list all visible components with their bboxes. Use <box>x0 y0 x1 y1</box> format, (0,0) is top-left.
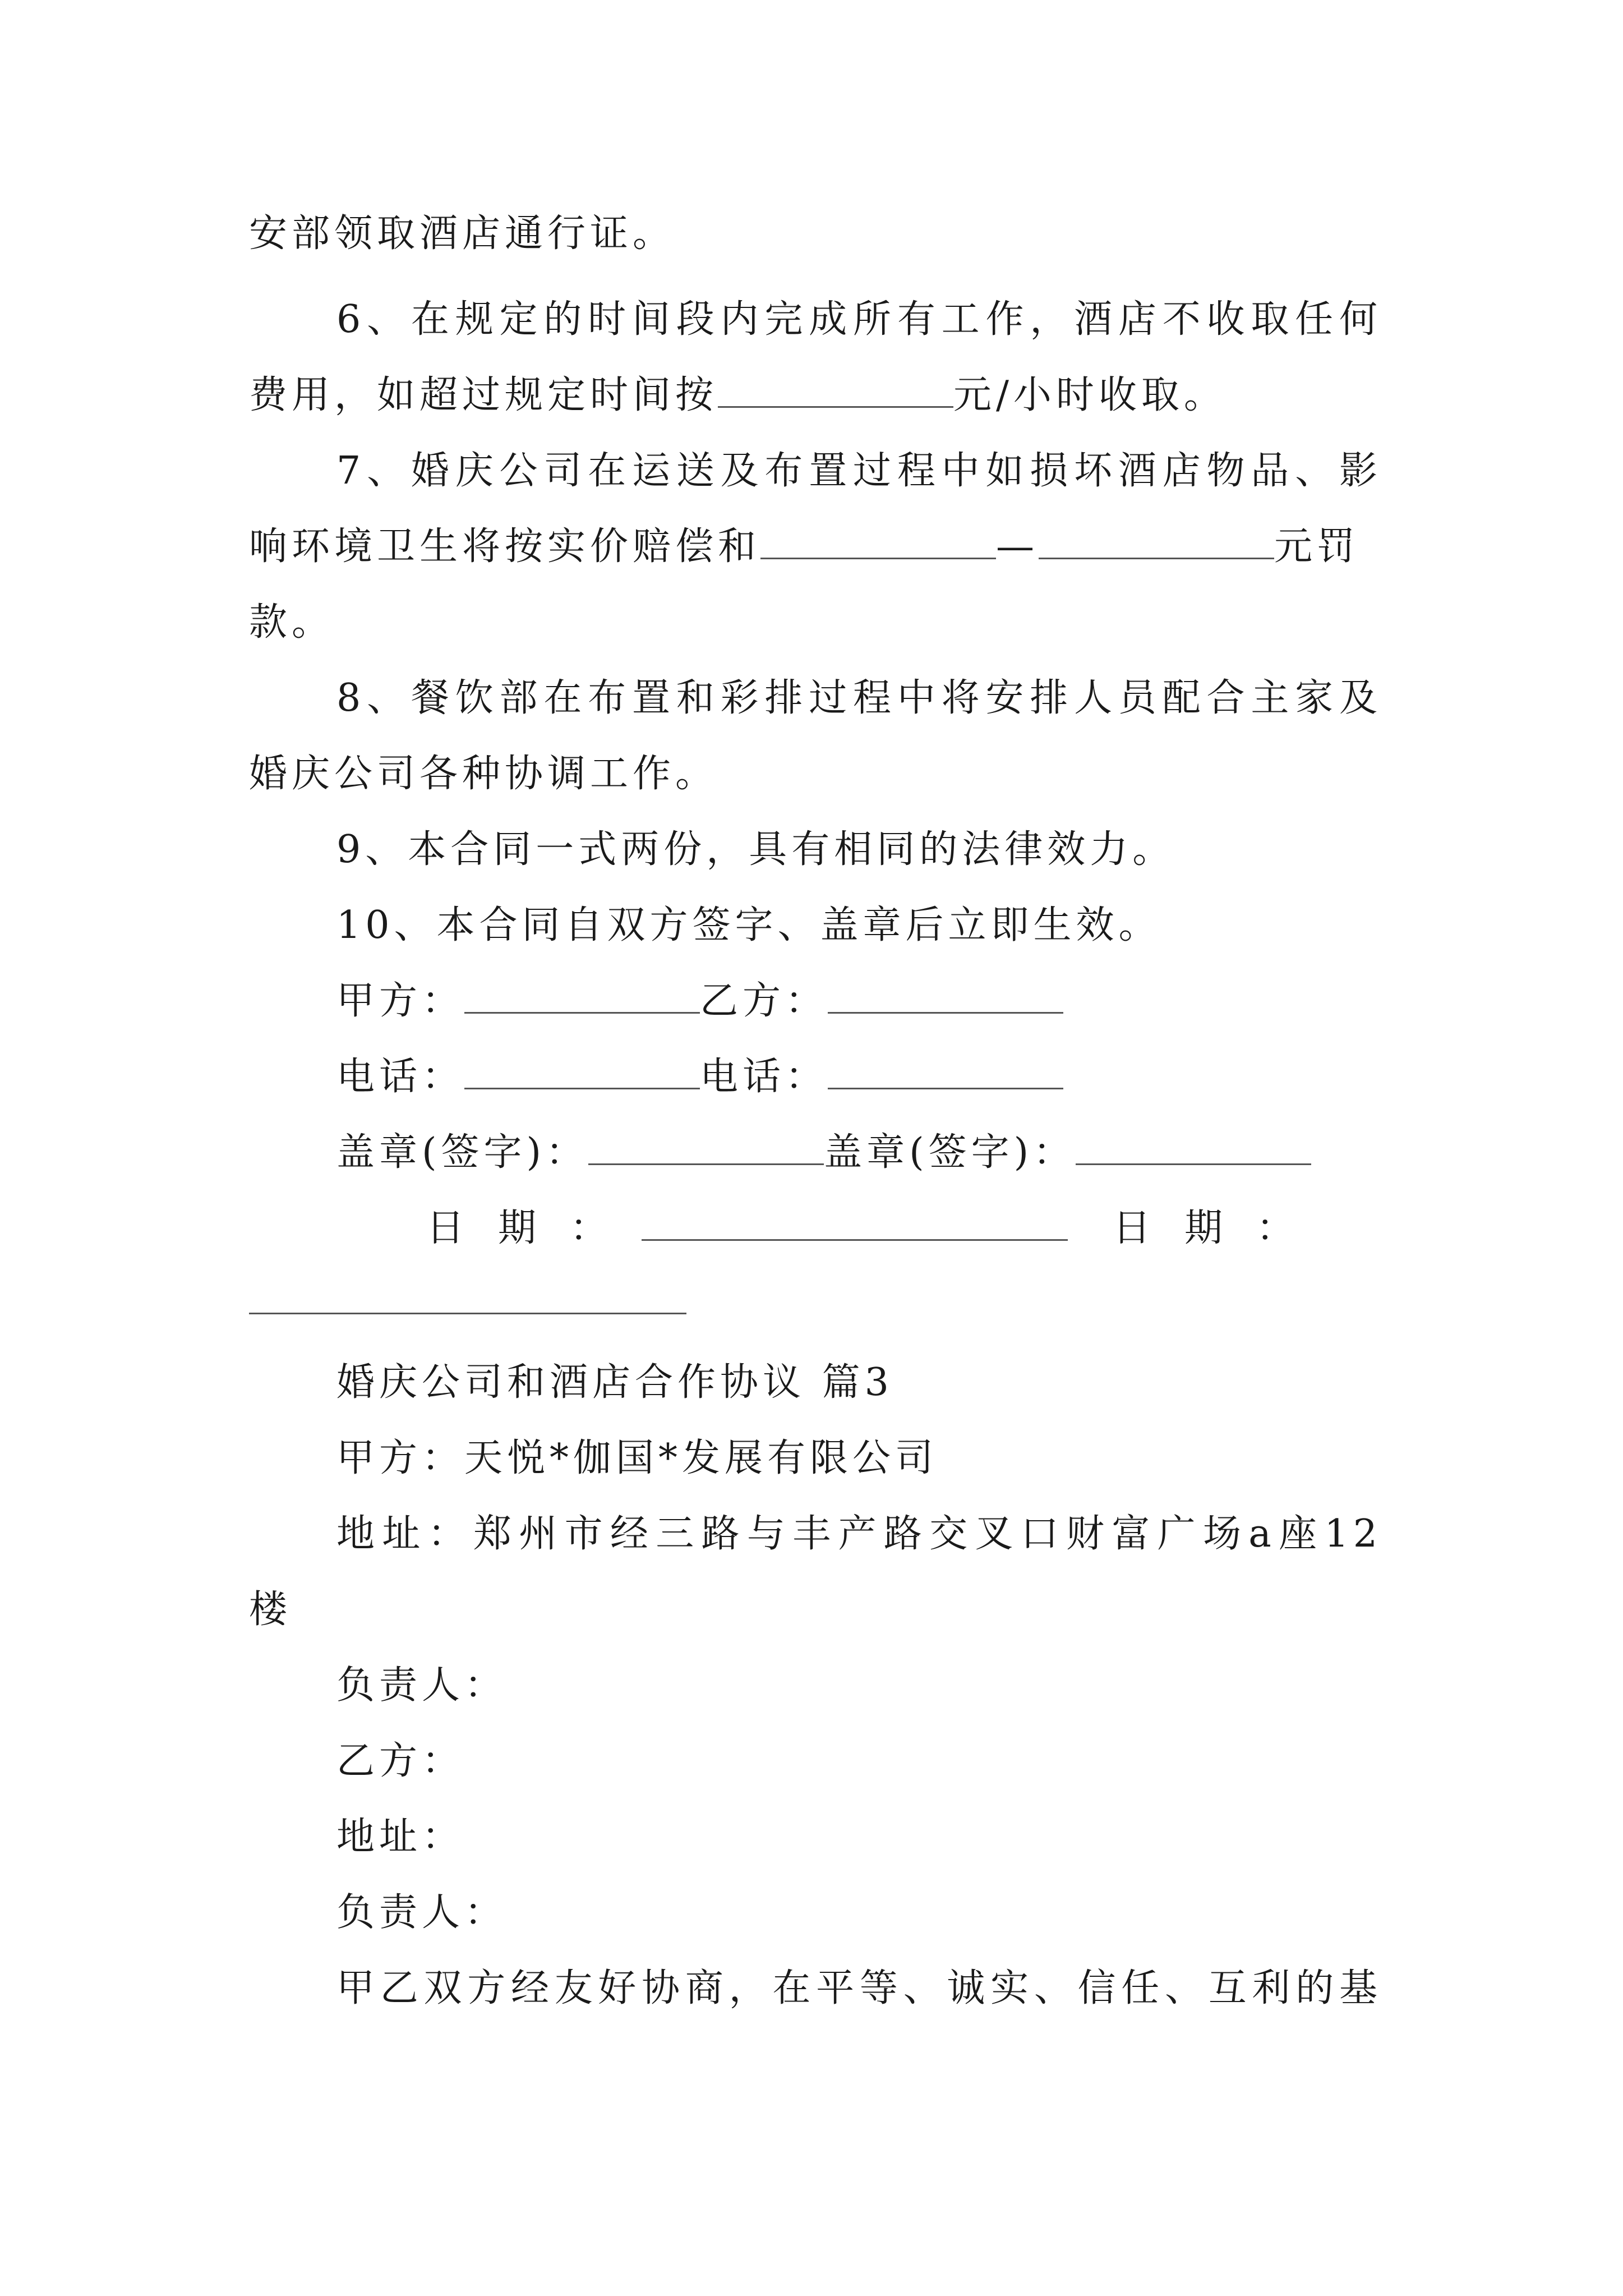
seal-b-label: 盖章(签字)： <box>824 1130 1076 1175</box>
seal-a-blank <box>588 1129 824 1165</box>
item-10 <box>336 900 1469 951</box>
text: 10、本合同自双方签字、盖章后立即生效。 <box>336 903 1161 947</box>
item-6-line-2 <box>249 370 1382 421</box>
text: 地址：郑州市经三路与丰产路交叉口财富广场a座12 <box>336 1512 1382 1556</box>
text: 甲方：天悦*伽国*发展有限公司 <box>336 1436 938 1480</box>
text: 8、餐饮部在布置和彩排过程中将安排人员配合主家及 <box>336 676 1382 720</box>
section-title <box>336 1358 1469 1408</box>
s3-address-b <box>336 1812 1469 1862</box>
date-a-blank <box>642 1204 1068 1241</box>
text: 元罚 <box>1274 524 1360 569</box>
item-8-line-2 <box>249 749 1382 799</box>
party-b-blank <box>828 977 1063 1014</box>
text: 元/小时收取。 <box>953 373 1227 417</box>
fill-blank <box>718 371 953 408</box>
date-line <box>426 1203 1380 1254</box>
party-a-label: 甲方： <box>336 979 465 1023</box>
text: 9、本合同一式两份，具有相同的法律效力。 <box>336 827 1175 872</box>
s3-intro <box>336 1963 1382 2014</box>
text: 婚庆公司和酒店合作协议 篇3 <box>336 1360 893 1405</box>
party-signature-line <box>336 976 1469 1027</box>
phone-a-blank <box>464 1053 700 1089</box>
phone-b-blank <box>828 1053 1063 1089</box>
phone-line <box>336 1052 1469 1102</box>
seal-line <box>336 1128 1469 1178</box>
phone-a-label: 电话： <box>336 1055 465 1099</box>
s3-address-a-line-2 <box>249 1585 1382 1635</box>
item-6-line-1 <box>336 295 1382 345</box>
text: 婚庆公司各种协调工作。 <box>249 752 718 796</box>
item-7-line-1 <box>336 446 1382 496</box>
text: 楼 <box>249 1588 292 1632</box>
s3-leader-b <box>336 1888 1469 1938</box>
party-b-label: 乙方： <box>700 979 828 1023</box>
fill-blank <box>760 523 996 559</box>
item-9 <box>336 825 1469 875</box>
text: 响环境卫生将按实价赔偿和 <box>249 524 761 569</box>
text: 乙方： <box>336 1739 465 1783</box>
s3-party-b <box>336 1736 1469 1787</box>
s3-party-a <box>336 1433 1469 1484</box>
text: — <box>996 524 1039 569</box>
item-8-line-1 <box>336 673 1382 724</box>
text: 款。 <box>249 600 335 645</box>
party-a-blank <box>464 977 700 1014</box>
text: 地址： <box>336 1815 465 1859</box>
phone-b-label: 电话： <box>700 1055 828 1099</box>
text: 负责人： <box>336 1890 508 1935</box>
item-7-line-3 <box>249 597 1382 648</box>
text: 甲乙双方经友好协商，在平等、诚实、信任、互利的基 <box>336 1966 1382 2010</box>
item-7-line-2 <box>249 522 1382 572</box>
s3-leader-a <box>336 1660 1469 1711</box>
text: 负责人： <box>336 1663 508 1708</box>
date-b-blank <box>249 1313 686 1314</box>
text: 7、婚庆公司在运送及布置过程中如损坏酒店物品、影 <box>336 449 1382 493</box>
seal-a-label: 盖章(签字)： <box>336 1130 589 1175</box>
text: 费用，如超过规定时间按 <box>249 373 718 417</box>
date-a-label: 日期： <box>426 1206 642 1250</box>
text: 安部领取酒店通行证。 <box>249 211 676 256</box>
paragraph-line <box>249 209 1382 259</box>
date-b-label: 日期： <box>1113 1206 1329 1250</box>
fill-blank <box>1039 523 1274 559</box>
text: 6、在规定的时间段内完成所有工作，酒店不收取任何 <box>336 297 1382 342</box>
s3-address-a-line-1 <box>336 1509 1382 1559</box>
seal-b-blank <box>1076 1129 1311 1165</box>
